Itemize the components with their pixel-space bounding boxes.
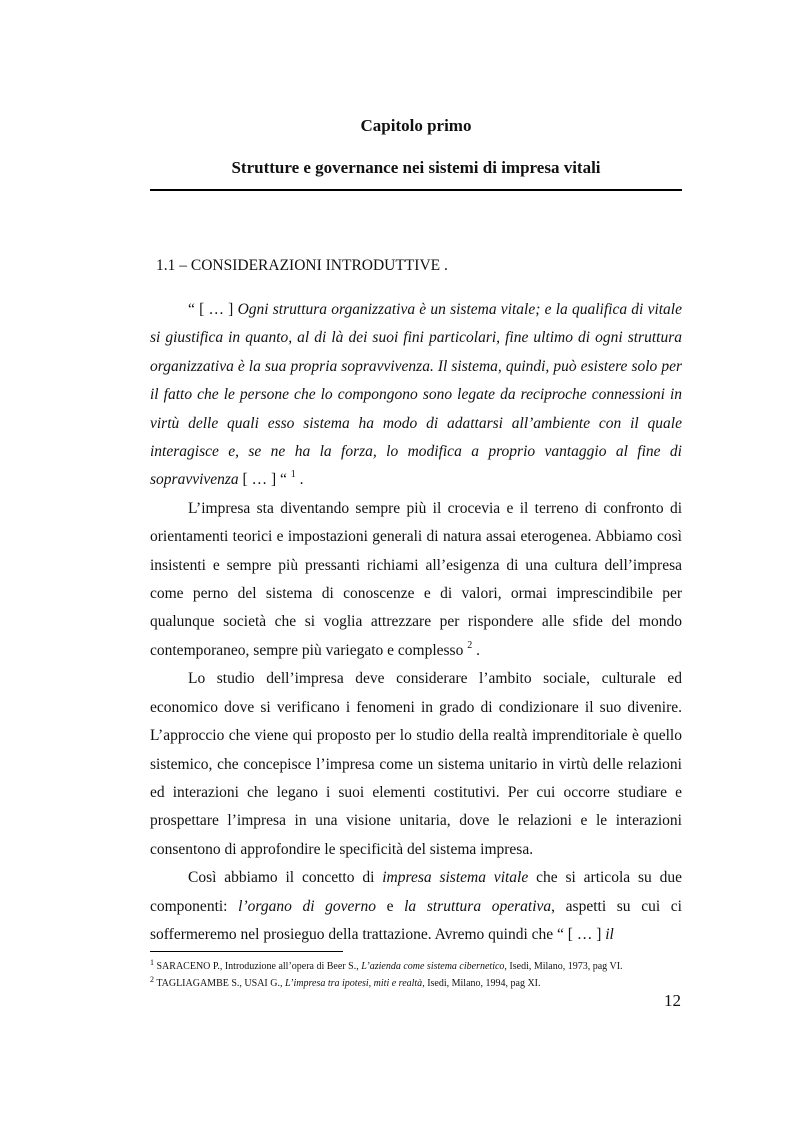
quote-paragraph [150,296,682,495]
chapter-title: Strutture e governance nei sistemi di impresa vitali [231,158,601,177]
paragraph-text: L’impresa sta diventando sempre più il crocevia e il terreno di confronto di orientamenti teorici e impostazioni generali di natura assai eterogenea. Abbiamo così insistenti e sempre più pressanti richiami all’esigenza di una cultura dell’impresa come perno del sistema di conoscenze e di valori, ormai imprescindibile per qualunque società che si voglia attrezzare per rispondere alle sfide del mondo contemporaneo, sempre più variegato e complesso [150,499,682,659]
footnote-text: SARACENO P., Introduzione all’opera di Beer S., [154,961,362,972]
title-divider [150,189,682,191]
paragraph: Lo studio dell’impresa deve considerare l’ambito sociale, culturale ed economico dove si verificano i fenomeni in grado di condizionare il suo divenire. L’approccio che viene qui proposto per lo studio della realtà imprenditoriale è quello sistemico, che concepisce l’impresa come un sistema unitario in virtù delle relazioni ed interazioni che legano i suoi elementi costitutivi. Per cui occorre studiare e prospettare l’impresa in una visione unitaria, dove le relazioni e le interazioni consentono di approfondire le specificità del sistema impresa. [150,670,682,858]
paragraph-text: , aspetti su cui ci soffermeremo nel prosieguo della trattazione. Avremo quindi che “ [ … ] [150,897,682,943]
footnote-title: L’azienda come sistema cibernetico [361,961,505,972]
paragraph [150,495,682,665]
footnote-text: , Isedi, Milano, 1973, pag VI. [504,961,623,972]
footnote-text: , Isedi, Milano, 1994, pag XI. [422,978,541,989]
page-number: 12 [664,991,681,1010]
section-heading: 1.1 – CONSIDERAZIONI INTRODUTTIVE . [156,257,448,274]
italic-term: la struttura operativa [404,897,552,915]
footnote-text: TAGLIAGAMBE S., USAI G., [154,978,285,989]
footnotes [150,958,690,992]
paragraph [150,864,682,949]
footnote [150,958,690,975]
paragraph-text: Così abbiamo il concetto di [188,869,383,887]
footnote-ref-2: 2 [467,639,473,651]
body-text [150,296,682,949]
italic-term: l’organo di governo [238,897,376,915]
italic-term: il [605,925,614,943]
quote-end: . [295,471,304,489]
paragraph-text: e [375,897,405,915]
italic-term: impresa sistema vitale [382,869,529,887]
chapter-label: Capitolo primo [360,116,472,135]
footnote-number: 1 [150,958,154,967]
paragraph-text: che si articola su due componenti: [150,869,682,915]
quote-open: “ [ … ] [188,301,238,318]
quote-text: Ogni struttura organizzativa è un sistema vitale; e la qualifica di vitale si giustifica in quanto, al di là dei suoi fini particolari, fine ultimo di ogni struttura organizzativa è la sua propria sopravvivenza. Il sistema, quindi, può esistere solo per il fatto che le persone che lo compongono sono legate da reciproche connessioni in virtù delle quali esso sistema ha modo di adattarsi all’ambiente con il quale interagisce e, se ne ha la forza, lo modifica a proprio vantaggio al fine di sopravvivenza [150,301,682,489]
footnote-ref-1: 1 [290,469,296,481]
paragraph-end: . [472,641,480,659]
footnote [150,975,690,992]
footnote-divider [150,951,343,952]
quote-close: [ … ] “ [238,471,291,489]
footnote-number: 2 [150,975,154,984]
footnote-title: L’impresa tra ipotesi, miti e realtà [284,978,423,989]
